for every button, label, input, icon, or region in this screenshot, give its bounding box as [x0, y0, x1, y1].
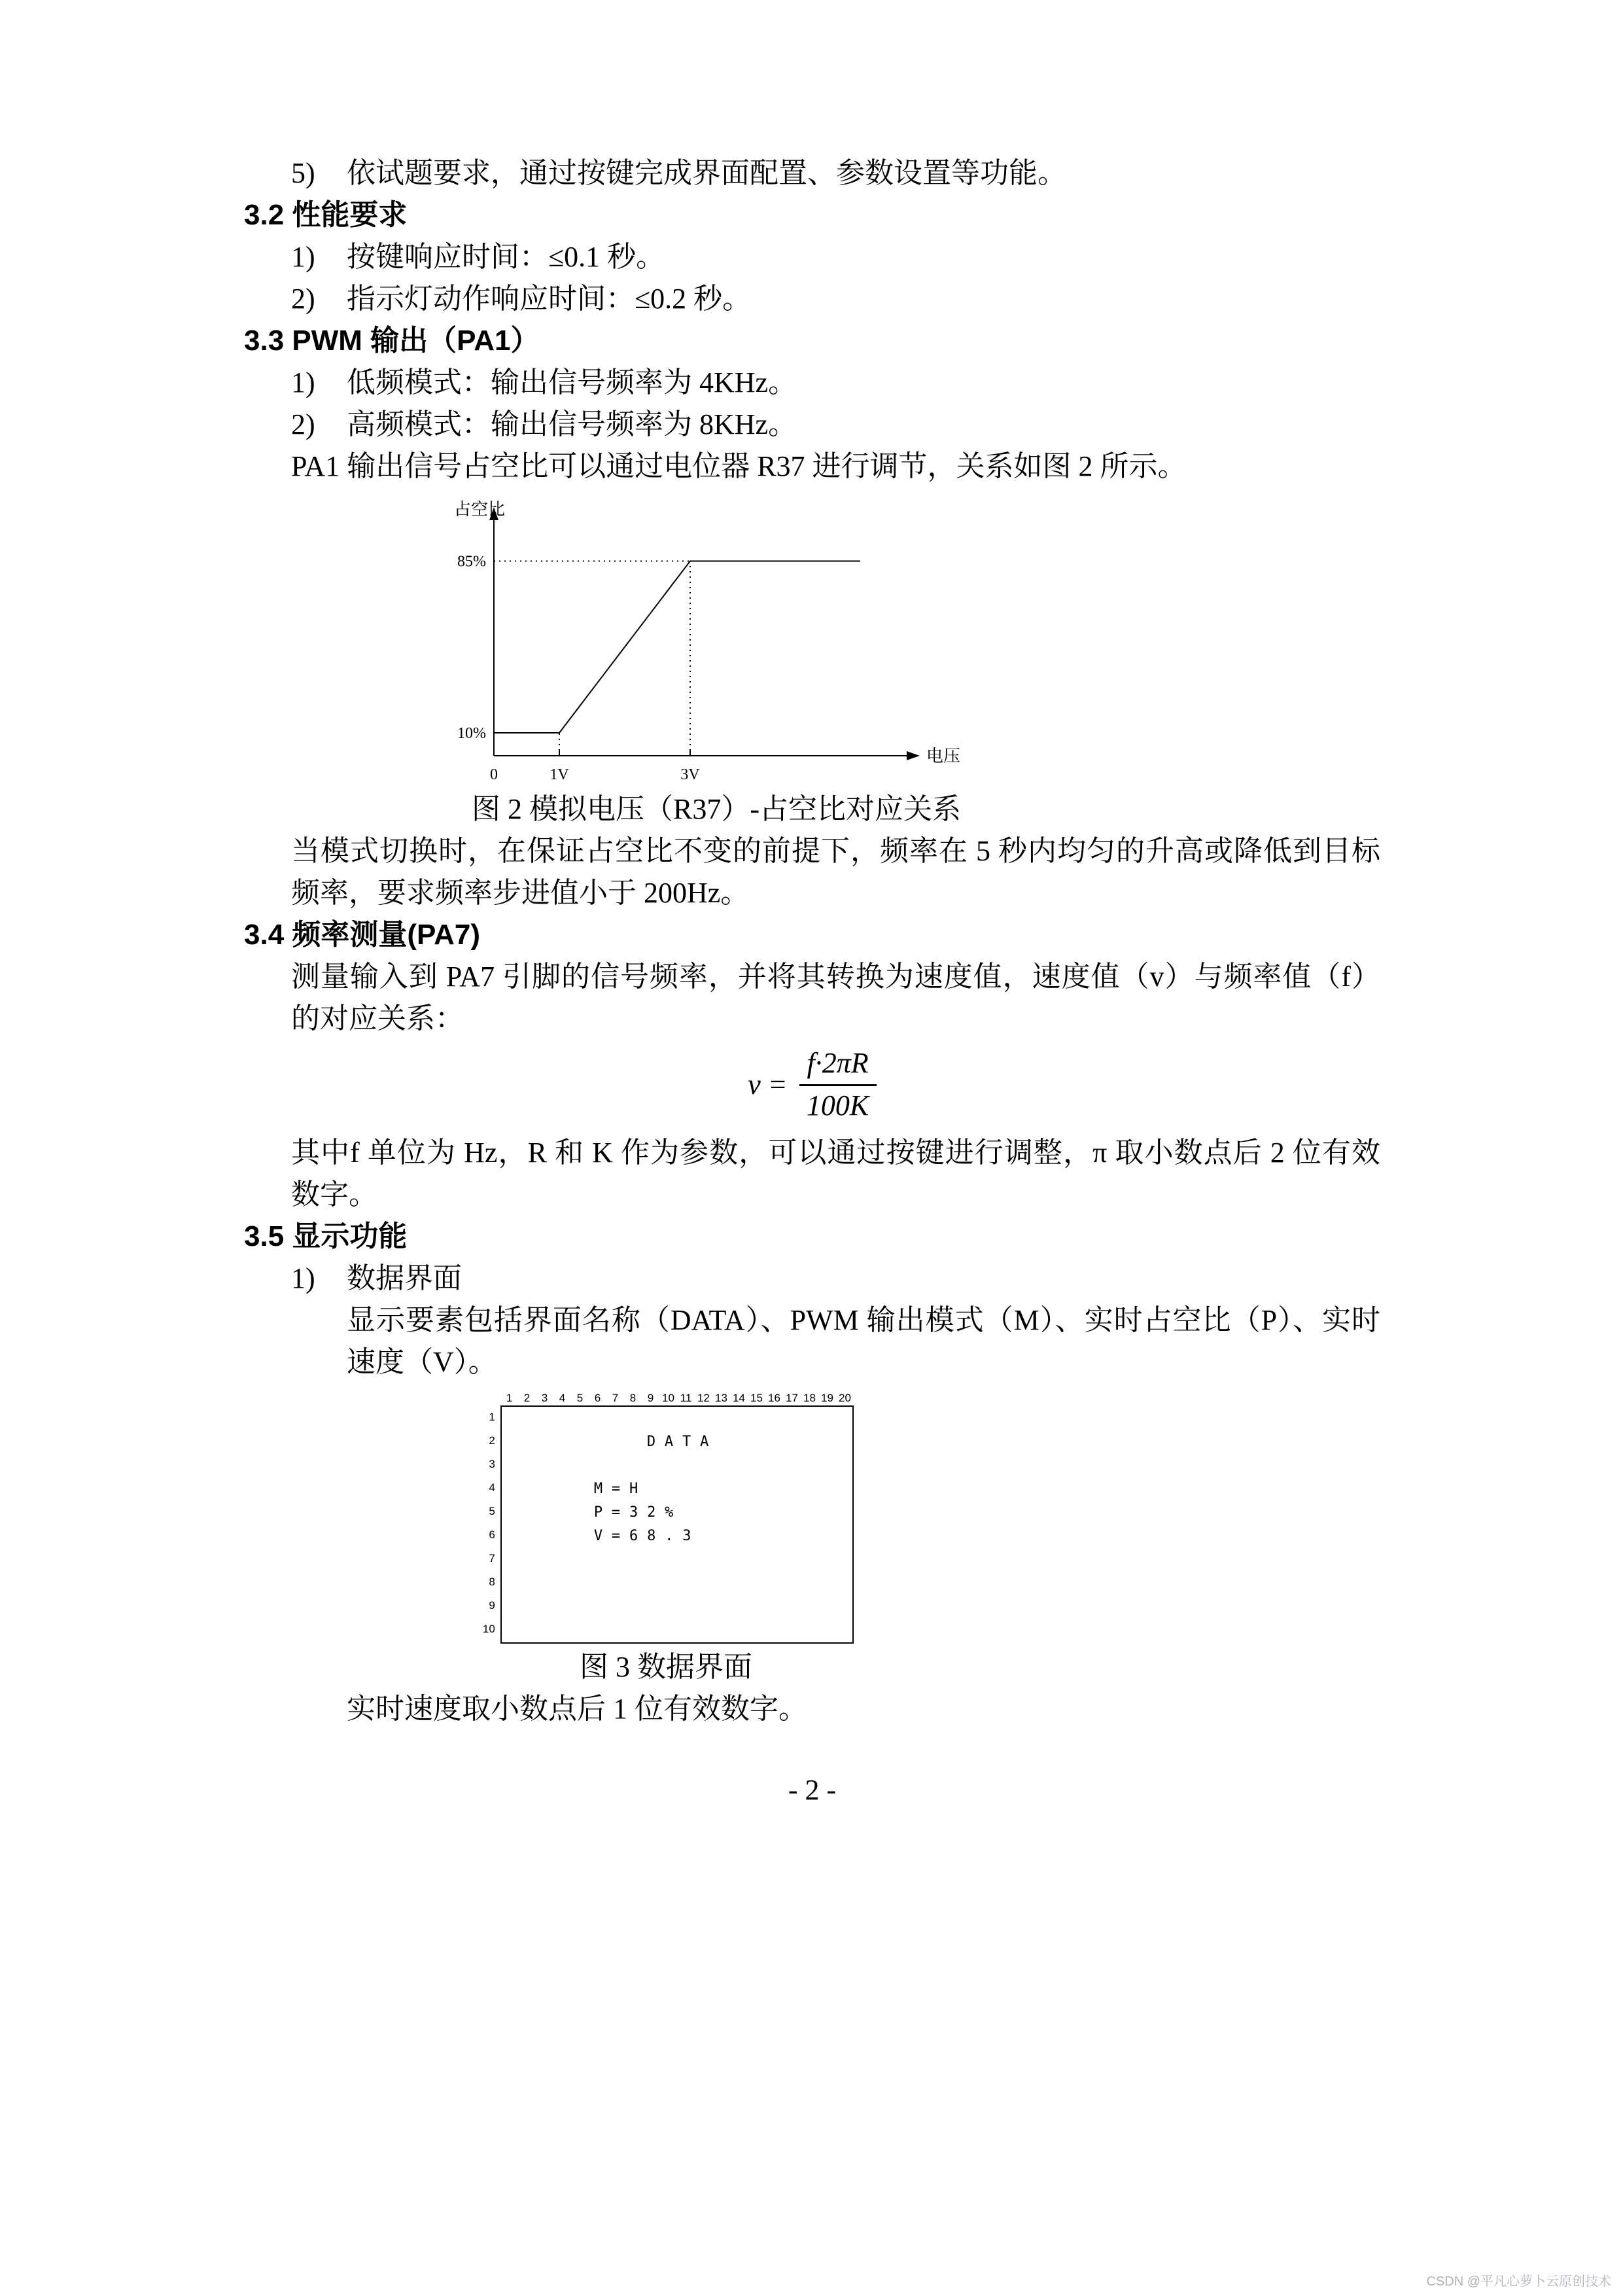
list-item-number: 2) [291, 408, 315, 440]
fig3-col-number: 4 [559, 1392, 566, 1404]
fig3-row-number: 10 [482, 1623, 495, 1635]
section-heading-3-5: 3.5 显示功能 [244, 1220, 408, 1252]
fig3-col-number: 1 [506, 1392, 513, 1404]
list-item [291, 278, 1380, 320]
fig3-row-number: 9 [489, 1599, 495, 1612]
fig3-column-numbers [500, 1391, 854, 1405]
fig3-col-number: 19 [821, 1392, 833, 1404]
fig3-col-number: 9 [647, 1392, 654, 1404]
paragraph-display-elements: 显示要素包括界面名称（DATA）、PWM 输出模式（M）、实时占空比（P）、实时速度（V）。 [347, 1304, 1380, 1378]
formula-lhs: v = [748, 1069, 788, 1101]
list-item [291, 1258, 1380, 1299]
fig3-col-number: 15 [750, 1392, 763, 1404]
fig3-col-number: 7 [612, 1392, 619, 1404]
list-item-text: 按键响应时间：≤0.1 秒。 [347, 241, 665, 273]
list-item-text: 指示灯动作响应时间：≤0.2 秒。 [347, 283, 752, 315]
paragraph-frequency-measure: 测量输入到 PA7 引脚的信号频率，并将其转换为速度值，速度值（v）与频率值（f）的对应关系： [291, 961, 1380, 1034]
svg-text:85%: 85% [457, 553, 486, 571]
fig3-col-number: 16 [768, 1392, 780, 1404]
paragraph-formula-params: 其中f 单位为 Hz，R 和 K 作为参数，可以通过按键进行调整，π 取小数点后 2 位有效数字。 [291, 1137, 1380, 1210]
fig3-col-number: 8 [629, 1392, 637, 1404]
fig3-col-number: 18 [803, 1392, 816, 1404]
list-item-text: 低频模式：输出信号频率为 4KHz。 [347, 366, 797, 398]
fig3-row-number: 2 [489, 1434, 495, 1447]
svg-text:0: 0 [490, 766, 498, 783]
fig3-col-number: 2 [523, 1392, 531, 1404]
fig3-body [478, 1405, 854, 1644]
svg-text:占空比: 占空比 [454, 500, 506, 519]
formula-fraction [799, 1046, 877, 1123]
fig3-col-number: 17 [786, 1392, 798, 1404]
list-item-number: 1) [291, 366, 315, 398]
fig3-screen-line: M = H [593, 1481, 638, 1497]
fig3-row-numbers [478, 1405, 495, 1644]
list-item-number: 1) [291, 241, 315, 273]
watermark: CSDN @平凡心萝卜云原创技术 [1426, 2274, 1611, 2289]
fig3-col-number: 12 [697, 1392, 710, 1404]
formula-numerator: f·2πR [799, 1046, 877, 1086]
list-item-5 [291, 152, 1380, 194]
section-heading-3-2: 3.2 性能要求 [244, 199, 408, 231]
figure2 [451, 499, 981, 830]
list-item [291, 404, 1380, 446]
fig3-screen-line: D A T A [646, 1434, 709, 1450]
list-item-text: 高频模式：输出信号频率为 8KHz。 [347, 408, 797, 440]
fig3-row-number: 4 [489, 1481, 495, 1494]
figure3-caption: 图 3 数据界面 [580, 1651, 752, 1683]
section-heading-3-3: 3.3 PWM 输出（PA1） [244, 325, 540, 357]
fig3-row-number: 5 [489, 1505, 495, 1517]
fig3-col-number: 10 [662, 1392, 674, 1404]
paragraph-mode-switch: 当模式切换时，在保证占空比不变的前提下，频率在 5 秒内均匀的升高或降低到目标频率，要求频率步进值小于 200Hz。 [291, 835, 1380, 909]
fig3-col-number: 14 [733, 1392, 745, 1404]
fig3-col-number: 11 [680, 1392, 692, 1404]
page-number: - 2 - [788, 1774, 837, 1806]
list-item [291, 236, 1380, 278]
fig3-col-number: 3 [541, 1392, 548, 1404]
speed-formula [244, 1046, 1380, 1123]
list-item-number: 5) [291, 157, 315, 189]
list-item-number: 2) [291, 283, 315, 315]
figure3 [478, 1391, 854, 1688]
svg-text:3V: 3V [680, 766, 700, 783]
figure2-chart [451, 499, 981, 786]
svg-text:10%: 10% [457, 725, 486, 742]
fig3-screen-line: P = 3 2 % [593, 1504, 674, 1521]
section-heading-3-4: 3.4 频率测量(PA7) [244, 919, 481, 951]
fig3-row-number: 1 [489, 1411, 495, 1423]
fig3-col-number: 5 [576, 1392, 584, 1404]
paragraph-pa1-duty: PA1 输出信号占空比可以通过电位器 R37 进行调节，关系如图 2 所示。 [291, 450, 1187, 482]
fig3-screen-line: V = 6 8 . 3 [593, 1528, 691, 1544]
list-item-text: 数据界面 [347, 1262, 462, 1294]
paragraph-speed-precision: 实时速度取小数点后 1 位有效数字。 [347, 1693, 807, 1725]
fig3-row-number: 7 [489, 1552, 495, 1564]
fig3-row-number: 3 [489, 1458, 495, 1470]
fig3-col-number: 13 [715, 1392, 727, 1404]
svg-text:电压: 电压 [926, 747, 961, 766]
fig3-col-number: 6 [594, 1392, 601, 1404]
fig3-screen-box [500, 1405, 854, 1644]
list-item [291, 362, 1380, 404]
fig3-row-number: 8 [489, 1576, 495, 1588]
list-item-text: 依试题要求，通过按键完成界面配置、参数设置等功能。 [347, 157, 1066, 189]
list-item-number: 1) [291, 1262, 315, 1294]
formula-denominator: 100K [806, 1089, 869, 1122]
fig3-col-number: 20 [839, 1392, 851, 1404]
svg-text:1V: 1V [550, 766, 569, 783]
fig3-row-number: 6 [489, 1528, 495, 1541]
figure2-caption: 图 2 模拟电压（R37）-占空比对应关系 [472, 793, 961, 825]
